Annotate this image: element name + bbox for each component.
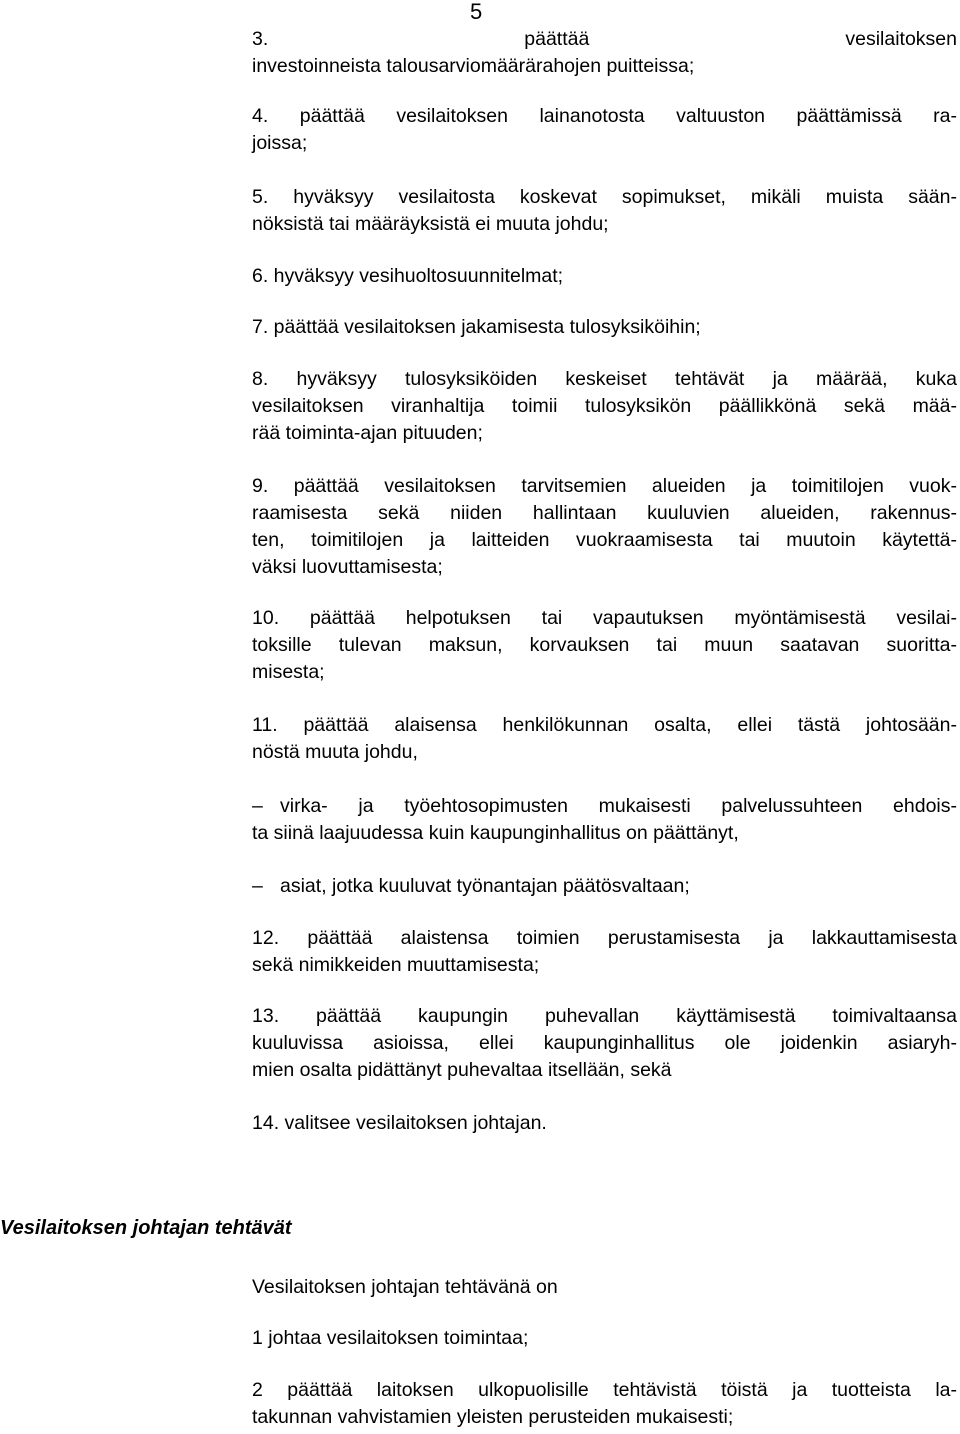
list-item-13 xyxy=(252,1003,957,1084)
list-item-line: 11. päättää alaisensa henkilökunnan osalta, ellei tästä johtosään- xyxy=(252,714,957,736)
list-item-line: toksille tulevan maksun, korvauksen tai muun saatavan suoritta- xyxy=(252,634,957,656)
list-item-line: ta siinä laajuudessa kuin kaupunginhallitus on päättänyt, xyxy=(252,822,739,844)
list-item-line: nöstä muuta johdu, xyxy=(252,741,418,763)
list-item-line: sekä nimikkeiden muuttamisesta; xyxy=(252,954,540,976)
list-item-line: 10. päättää helpotuksen tai vapautuksen myöntämisestä vesilai- xyxy=(252,607,957,629)
list-item-7 xyxy=(252,314,957,341)
list-item-line: 8. hyväksyy tulosyksiköiden keskeiset tehtävät ja määrää, kuka xyxy=(252,368,957,390)
dash-item-employer-decisions xyxy=(252,873,957,900)
list-item-line: väksi luovuttamisesta; xyxy=(252,556,443,578)
list-item-line: 5. hyväksyy vesilaitosta koskevat sopimukset, mikäli muista sään- xyxy=(252,186,957,208)
list-item-line: raamisesta sekä niiden hallintaan kuuluvien alueiden, rakennus- xyxy=(252,502,957,524)
section-intro-text: Vesilaitoksen johtajan tehtävänä on xyxy=(252,1276,558,1298)
dash-item-employment-terms xyxy=(252,793,957,847)
list-item-line: virka- ja työehtosopimusten mukaisesti palvelussuhteen ehdois- xyxy=(280,795,957,817)
list-item-line: 4. päättää vesilaitoksen lainanotosta valtuuston päättämissä ra- xyxy=(252,105,957,127)
list-item-line: 12. päättää alaistensa toimien perustamisesta ja lakkauttamisesta xyxy=(252,927,957,949)
list-item-9 xyxy=(252,473,957,581)
list-item-line: rää toiminta-ajan pituuden; xyxy=(252,422,483,444)
list-item-line: 14. valitsee vesilaitoksen johtajan. xyxy=(252,1112,547,1134)
list-item-14 xyxy=(252,1110,957,1137)
list-item-line: asiat, jotka kuuluvat työnantajan päätösvaltaan; xyxy=(280,875,690,897)
list-item-line: 7. päättää vesilaitoksen jakamisesta tulosyksiköihin; xyxy=(252,316,701,338)
list-item-12 xyxy=(252,925,957,979)
list-item-line: nöksistä tai määräyksistä ei muuta johdu; xyxy=(252,213,609,235)
list-item-line: 13. päättää kaupungin puhevallan käyttämisestä toimivaltaansa xyxy=(252,1005,957,1027)
list-item-5 xyxy=(252,184,957,238)
duty-item-2 xyxy=(252,1377,957,1431)
list-item-line: joissa; xyxy=(252,132,308,154)
list-item-line: takunnan vahvistamien yleisten perusteiden mukaisesti; xyxy=(252,1406,734,1428)
list-item-line: 9. päättää vesilaitoksen tarvitsemien alueiden ja toimitilojen vuok- xyxy=(252,475,957,497)
dash-bullet: – xyxy=(252,795,263,817)
list-item-line: 3. päättää vesilaitoksen xyxy=(252,28,957,50)
list-item-6 xyxy=(252,263,957,290)
dash-bullet: – xyxy=(252,875,263,897)
list-item-4 xyxy=(252,103,957,157)
list-item-line: misesta; xyxy=(252,661,325,683)
duty-item-1 xyxy=(252,1325,957,1352)
list-item-line: 6. hyväksyy vesihuoltosuunnitelmat; xyxy=(252,265,564,287)
list-item-3 xyxy=(252,26,957,80)
section-heading: Vesilaitoksen johtajan tehtävät xyxy=(0,1217,292,1239)
list-item-line: mien osalta pidättänyt puhevaltaa itsellään, sekä xyxy=(252,1059,672,1081)
page-number: 5 xyxy=(470,0,483,24)
list-item-line: kuuluvissa asioissa, ellei kaupunginhallitus ole joidenkin asiaryh- xyxy=(252,1032,957,1054)
section-intro xyxy=(252,1274,957,1301)
list-item-8 xyxy=(252,366,957,447)
list-item-11 xyxy=(252,712,957,766)
list-item-line: investoinneista talousarviomäärärahojen puitteissa; xyxy=(252,55,695,77)
list-item-line: 2 päättää laitoksen ulkopuolisille tehtävistä töistä ja tuotteista la- xyxy=(252,1379,957,1401)
list-item-10 xyxy=(252,605,957,686)
list-item-line: ten, toimitilojen ja laitteiden vuokraamisesta tai muutoin käytettä- xyxy=(252,529,957,551)
list-item-line: vesilaitoksen viranhaltija toimii tulosyksikön päällikkönä sekä mää- xyxy=(252,395,957,417)
list-item-line: 1 johtaa vesilaitoksen toimintaa; xyxy=(252,1327,529,1349)
